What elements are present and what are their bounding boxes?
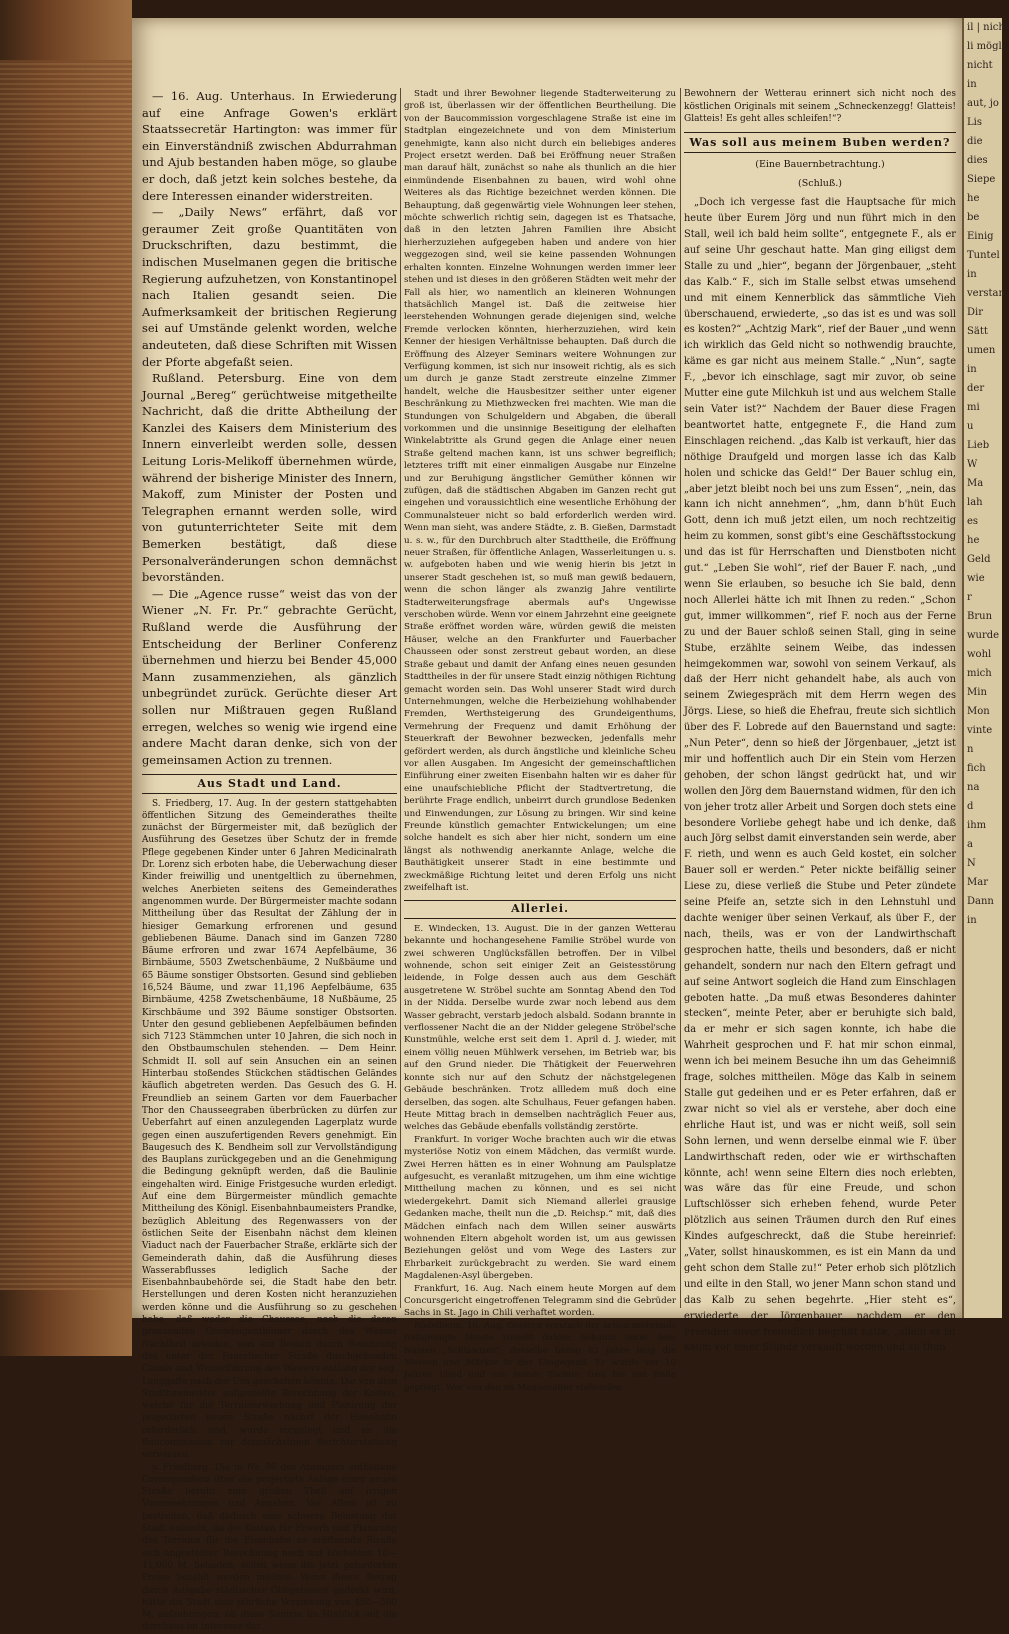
adjacent-page-fragment: il | nicht: [967, 22, 1009, 33]
adjacent-page-fragment: lah: [967, 497, 983, 508]
story-subtitle: (Eine Bauernbetrachtung.): [755, 159, 885, 171]
adjacent-page-fragment: wohl: [967, 649, 992, 660]
story-continuation-note: (Schluß.): [798, 178, 842, 190]
article-paragraph: E. Windecken, 13. August. Die in der ganzen Wetterau bekannte und hochangesehene Familie Ströbel wurde von zwei schweren Unglücksfällen betroffen. Der in Vilbel wohnende, schon seit einiger Zeit an Geistesstörung leidende, in Folge dessen auch aus dem Geschäft ausgetretene W. Ströbel suchte am Sonntag Abend den Tod in der Nidda. Derselbe wurde zwar noch lebend aus dem Wasser gebracht, verstarb jedoch alsbald. Sodann brannte in verflossener Nacht die an der Nidder gelegene Ströbel'sche Kunstmühle, welche erst seit dem 1. April d. J. wieder, mit einem völlig neuen Mühlwerk versehen, im Betrieb war, bis auf den Grund nieder. Die Thätigkeit der Feuerwehren konnte sich nur auf den Schutz der nächstgelegenen Gebäude beschränken. Trotz allledem muß doch eine derselben, das sogen. alte Schulhaus, Feuer gefangen haben. Heute Mittag brach in demselben nachträglich Feuer aus, welches das Gebäude ebenfalls vollständig zerstörte.: [404, 923, 676, 1133]
adjacent-page-fragment: Min: [967, 687, 987, 698]
column-2: [404, 88, 676, 1393]
adjacent-page-fragment: nicht: [967, 60, 993, 71]
adjacent-page-fragment: in: [967, 79, 977, 90]
adjacent-page-fragment: aut, jo: [967, 98, 999, 109]
adjacent-page-fragment: ihm: [967, 820, 987, 831]
adjacent-page-fragment: fich: [967, 763, 986, 774]
adjacent-page-fragment: in: [967, 364, 977, 375]
article-paragraph: Rußland. Petersburg. Eine von dem Journal „Bereg“ gerüchtweise mitgetheilte Nachricht, daß die dritte Abtheilung der Kanzlei des Kaisers dem Ministerium des Innern einverleibt werden solle, dessen Leitung Loris-Melikoff übernehmen würde, während der bisherige Minister des Innern, Makoff, zum Minister der Posten und Telegraphen ernannt werden solle, wird von gutunterrichteter Seite mit dem Bemerken bestätigt, daß diese Personalveränderungen schon demnächst bevorständen.: [142, 371, 397, 585]
story-paragraph: „Doch ich vergesse fast die Hauptsache für mich heute über Eurem Jörg und nun führt mich in den Stall, weil ich bald heim sollte“, entgegnete F., als er auf seine Uhr geschaut hatte. Man ging eiligst dem Stalle zu und „hier“, begann der Jörgenbauer, „steht das Kalb.“ F., sich im Stalle selbst etwas umsehend und mit einem Kennerblick das sämmtliche Vieh überschauend, erwiederte, „so das ist es und was soll es kosten?“ „Achtzig Mark“, rief der Bauer „und wenn ich wirklich das Geld nicht so nothwendig brauchte, käme es gar nicht aus meinem Stalle.“ „Nun“, sagte F., „bevor ich einschlage, sagt mir zuvor, ob seine Mutter eine gute Milchkuh ist und aus welchem Stalle sein Vater ist?“ Nachdem der Bauer diese Fragen beantwortet hatte, entgegnete F., die Hand zum Einschlagen reichend. „das Kalb ist verkauft, hier das nöthige Draufgeld und morgen lasse ich das Kalb holen und schicke das Geld!“ Der Bauer schlug ein, „aber jetzt bleibt noch bei uns zum Essen“, „nein, das kann ich nicht annehmen“, „hm, dann b'hüt Euch Gott, denn ich muß jetzt eilen, um noch rechtzeitig heim zu kommen, sonst gibt's eine Geschäftsstockung und das ist für Herrschaften und Dienstboten nicht gut.“ „Leben Sie wohl“, rief der Bauer F. nach, „und wenn Sie erlauben, so besuche ich Sie bald, denn noch Allerlei hätte ich mit Ihnen zu reden.“ „Schon gut, immer willkommen“, rief F. noch aus der Ferne zu und der Bauer schloß seinen Stall, ging in seine Stube, erzählte seinem Weibe, das indessen heimgekommen war, sowohl von seinem Verkauf, als daß der Herr nicht gehandelt habe, als auch von seinem Zwiegespräch mit dem Herrn wegen des Jörgs. Liese, so hieß die Ehefrau, freute sich sichtlich über des F. Lobrede auf den Bauernstand und sagte: „Nun Peter“, denn so hieß der Jörgenbauer, „jetzt ist mir und hoffentlich auch Dir ein Stein vom Herzen gehoben, der schon längst gedrückt hat, und wir wollen den Jörg dem Bauernstand widmen, für den ich von jeher trotz aller Arbeit und Sorgen doch stets eine besondere Vorliebe gehegt habe und ich denke, daß auch Jörg selbst damit einverstanden sein werde, aber F. rieth, und wenn es auch Geld kostet, ein solcher Bauer soll er werden.“ Peter nickte beifällig seiner Liese zu, diese verließ die Stube und Peter zündete seine Pfeife an, setzte sich in den Lehnstuhl und dachte weniger über seinen Verkauf, als über F., der nach, theils, was er von der Landwirthschaft gesprochen hatte, theils und besonders, daß er nicht gehandelt, sondern nur nach den Eltern gefragt und auf seine Antwort sogleich die Hand zum Einschlagen geboten hatte. „Da muß etwas Besonderes dahinter stecken“, meinte Peter, aber er beruhigte sich bald, da er mehr er sich sagen konnte, ich habe die Wahrheit gesprochen und F. hat mir schon einmal, wenn ich bei meinem Besuche ihn um das Geheimniß frage, solches mittheilen. Möge das Kalb in seinem Stalle gut gedeihen und er es Peter erfahren, daß er zwar nicht so viel als er verstehe, aber doch eine ehrliche Haut ist, und was er nicht weiß, soll sein Sohn lernen, und wenn derselbe einmal wie F. über Landwirthschaft reden, oder wie er wirthschaften könnte, ach! wenn seine Eltern dies noch erlebten, was wäre das für eine Freude, und schon Luftschlösser sich erheben fehend, wurde Peter plötzlich aus seinen Träumen durch den Ruf eines Kindes aufgeschreckt, daß die Stube hereinrief: „Vater, sollst hinauskommen, es ist ein Mann da und geht schon dem Stalle zu!“ Peter erhob sich plötzlich und eilte in den Stall, wo jener Mann schon stand und das Kalb zu sehen begehrte. „Hier steht es“, erwiederte der Jörgenbauer, nachdem er den Fremden zuvor freundlich begrüßt hatte, „allein es ist kaum vor einer Stunde verkauft worden und zu thun: [684, 197, 956, 1354]
adjacent-page-fragment: he: [967, 535, 980, 546]
adjacent-page-fragment: mich: [967, 668, 992, 679]
story-title: Was soll aus meinem Buben werden?: [684, 132, 956, 154]
adjacent-page-fragment: Mon: [967, 706, 990, 717]
adjacent-page-fragment: W: [967, 459, 978, 470]
adjacent-page-fragment: r: [967, 592, 972, 603]
article-paragraph: Frankfurt, 16. Aug. Nach einem heute Morgen auf dem Concursgericht eingetroffenen Telegramm sind die Gebrüder Sachs in St. Jago in Chili verhaftet worden.: [404, 1283, 676, 1319]
adjacent-page-fragment: wurde: [967, 630, 1000, 641]
column-3: [684, 88, 956, 1354]
article-paragraph: — „Daily News“ erfährt, daß vor geraumer Zeit große Quantitäten von Druckschriften, dazu bestimmt, die indischen Muselmanen gegen die britische Regierung aufzuhetzen, von Konstantinopel nach Italien gesandt seien. Die Aufmerksamkeit der britischen Regierung sei auf Umstände gelenkt worden, welche andeuteten, daß diese Schriften mit Wissen der Pforte abgefaßt seien.: [142, 205, 397, 369]
adjacent-page-fragment: Einig: [967, 231, 994, 242]
adjacent-page-fragment: in: [967, 915, 977, 926]
article-paragraph: — Die „Agence russe“ weist das von der Wiener „N. Fr. Pr.“ gebrachte Gerücht, Rußland werde die Ausführung der Entscheidung der Berliner Conferenz übernehmen und hierzu bei Bender 45,000 Mann zusammenziehen, als gänzlich unbegründet zurück. Gerüchte dieser Art sollen nur Mißtrauen gegen Rußland erregen, welches so wenig wie irgend eine andere Macht daran denke, sich von der gemeinsamen Action zu trennen.: [142, 586, 397, 767]
article-paragraph: y. Friedberg. Die in Nr. 96 des Anzeigers enthaltene Correspondenz über die projectirte Anlage einer neuen Straße beruht zum großen Theil auf irrigen Voraussetzungen und Angaben. Vor Allem ist zu bestreiten, daß dadurch eine schwere Belastung der Stadt entsteht, da die Kosten für Erwerb und Planirung des Terrains für die Eisenbahn zu eröffnende Straße sich angestellter Berechnung nach auf höchstens 10—11,000 M. belaufen, selbst wenn die jetzt geforderten Preise bezahlt werden müßten. Wenn dieser Betrag durch Ausgabe städtischer Obligationen gedeckt wird, hätte die Stadt eine jährliche Verzinsung von 450—500 M. aufzubringen; ob diese Summe im Hinblick auf die durchaus im Interesse der: [142, 1462, 397, 1633]
page-edges: [0, 60, 132, 1290]
adjacent-page-fragment: Brun: [967, 611, 993, 622]
adjacent-page-fragment: verstan: [967, 288, 1005, 299]
adjacent-page-fragment: Lieb: [967, 440, 990, 451]
section-heading: Aus Stadt und Land.: [142, 774, 397, 793]
adjacent-page-fragment: Dann: [967, 896, 994, 907]
column-rule: [400, 88, 401, 1308]
adjacent-page-fragment: mi: [967, 402, 980, 413]
article-paragraph: — 16. Aug. Unterhaus. In Erwiederung auf eine Anfrage Gowen's erklärt Staatssecretär Hartington: was immer für ein Einverständniß zwischen Abdurrahman und Ajub bestanden haben möge, so glaube er doch, daß jetzt kein solches bestehe, da dere Interessen einander widerstreiten.: [142, 89, 397, 203]
adjacent-page-fragment: der: [967, 383, 985, 394]
article-paragraph: Stadt und ihrer Bewohner liegende Stadterweiterung zu groß ist, überlassen wir der öffentlichen Beurtheilung. Die von der Baucommission vorgeschlagene Straße ist eine im Stadtplan eingezeichnete und von dem Ministerium genehmigte, kann also nicht durch ein beliebiges anderes Project ersetzt werden. Daß bei Eröffnung neuer Straßen man darauf hält, zunächst so nahe als thunlich an die hier einmündende Eisenbahnen zu bauen, wird wohl ohne Weiteres als das Richtige bezeichnet werden können. Die Behauptung, daß gegenwärtig viele Wohnungen leer stehen, möchte schwerlich richtig sein, dagegen ist es Thatsache, daß in den letzten Jahren Familien ihre Absicht hierherzuziehen aufgegeben haben und andere von hier weggezogen sind, weil sie keine passenden Wohnungen erhalten konnten. Einzelne Wohnungen werden immer leer stehen und ist dieses in den größeren Städten weit mehr der Fall als hier, wo namentlich an kleineren Wohnungen thatsächlich Mangel ist. Daß die zeitweise hier leerstehenden Wohnungen gerade diejenigen sind, welche Fremde verlocken könnten, hierherzuziehen, wird kein Kenner der hiesigen Verhältnisse behaupten. Daß durch die Eröffnung des Alzeyer Seminars weitere Wohnungen zur Verfügung kommen, ist sich nur insoweit richtig, als es sich um durch je ganze Stadt zerstreute einzelne Zimmer handelt, welche die Hausbesitzer seither unter eigener Beschränkung zu Miethzwecken frei machten. Wie man die Stundungen von Schulgeldern und Abgaben, die überall vorkommen und die unsinnige Beseitigung der elelhaften Winkelabtritte als Grund gegen die Anlage einer neuen Straße geltend machen kann, ist uns schwer begreiflich; letzteres trifft mit einer einmaligen Ausgabe nur Einzelne und zur Beruhigung ängstlicher Gemüther können wir zufügen, daß die städtischen Abgaben im Ganzen recht gut eingehen und voraussichtlich eine wesentliche Erhöhung der Communalsteuer nicht so bald erforderlich werden wird. Wenn man sieht, was andere Städte, z. B. Gießen, Darmstadt u. s. w., für den Durchbruch alter Stadttheile, die Eröffnung neuer Straßen, für öffentliche Anlagen, Wasserleitungen u. s. w. aufgeboten haben und wie wenig hierin bis jetzt in unserer Stadt geschehen ist, so muß man gewiß bedauern, wenn die schon länger als zwanzig Jahre ventilirte Stadterweiterungsfrage abermals auf's Ungewisse verschoben würde. Wenn vor einem Jahrzehnt eine geeignete Straße eröffnet worden wäre, würden gewiß die meisten Häuser, welche an den Frankfurter und Fauerbacher Chausseen oder sonst zerstreut gebaut worden, an diese Straße gebaut und damit der Anfang eines neuen gesunden Stadttheiles in der für unsere Stadt einzig nöthigen Richtung gemacht worden sein. Das Wohl unserer Stadt wird durch Unternehmungen, welche die Herbeiziehung wohlhabender Fremden, Werthsteigerung des Grundeigenthums, Vermehrung der Frequenz und damit Erhöhung der Steuerkraft der Bewohner bezwecken, jedenfalls mehr gefördert werden, als durch ängstliche und kleinliche Scheu vor allen Ausgaben. Im Angesicht der gemeinschaftlichen Einführung einer zweiten Eisenbahn halten wir es daher für eine unaufschiebliche Pflicht der Stadtvertretung, die berührte Frage endlich, unbeirrt durch grundlose Bedenken und Einwendungen, zur Lösung zu bringen. Wir sind keine Freunde künstlich gemachter Entwickelungen; um eine solche handelt es sich aber hier nicht, sondern um eine längst als nothwendig anerkannte Anlage, welche die Bauthätigkeit unserer Stadt in eine bestimmte und zweckmäßige Richtung leitet und deren Erfolg uns nicht zweifelhaft ist.: [404, 89, 676, 893]
adjacent-page-fragment: d: [967, 801, 974, 812]
adjacent-page-fragment: u: [967, 421, 974, 432]
adjacent-page-fragment: in: [967, 269, 977, 280]
adjacent-page-fragment: Geld: [967, 554, 991, 565]
adjacent-page-fragment: N: [967, 858, 976, 869]
adjacent-page-fragment: Dir: [967, 307, 983, 318]
adjacent-page-fragment: li mögl: [967, 41, 1002, 52]
adjacent-page-fragment: Ma: [967, 478, 984, 489]
adjacent-page-fragment: dies: [967, 155, 988, 166]
adjacent-page-fragment: Tuntel: [967, 250, 1000, 261]
article-paragraph: Frankfurt. In voriger Woche brachten auch wir die etwas mysteriöse Notiz von einem Mädchen, das vermißt wurde. Zwei Herren hätten es in einer Wohnung am Paulsplatze aufgesucht, es veranlaßt mitzugehen, um ihm eine wichtige Mittheilung machen zu können, und es sei nicht wiedergekehrt. Damit sich Niemand allerlei grausige Gedanken mache, theilt nun die „D. Reichsp.“ mit, daß dies Mädchen einfach nach dem Willen seiner auswärts wohnenden Eltern abgeholt worden ist, um aus gewissen Beziehungen gelöst und vom Wege des Lasters zur Ehrbarkeit zurückgebracht zu werden. Sie ward einem Magdalenen-Asyl übergeben.: [404, 1134, 676, 1282]
adjacent-page-fragment: wie: [967, 573, 985, 584]
column-rule: [680, 88, 681, 1308]
section-heading: Allerlei.: [404, 900, 676, 918]
adjacent-page-fragment: Lis: [967, 117, 982, 128]
adjacent-page-fragment: na: [967, 782, 980, 793]
adjacent-page-fragment: Mar: [967, 877, 988, 888]
adjacent-page-fragment: Sätt: [967, 326, 988, 337]
adjacent-page-fragment: Siepe: [967, 174, 996, 185]
adjacent-page-fragment: n: [967, 744, 974, 755]
book-binding: [0, 0, 132, 1356]
adjacent-page-fragment: he: [967, 193, 980, 204]
article-paragraph: S. Friedberg, 17. Aug. In der gestern stattgehabten öffentlichen Sitzung des Gemeinderathes theilte zunächst der Bürgermeister mit, daß bezüglich der Ausführung des Gesetzes über Schutz der in fremde Pflege gegebenen Kinder unter 6 Jahren Medicinalrath Dr. Lorenz sich erboten habe, die Ueberwachung dieser Kinder freiwillig und unentgeltlich zu übernehmen, welches Anerbieten seitens des Gemeinderathes angenommen wurde. Der Bürgermeister machte sodann Mittheilung über das Resultat der Zählung der in hiesiger Gemarkung erfrorenen und gesund gebliebenen Bäume. Danach sind im Ganzen 7280 Bäume erfroren und zwar 1674 Aepfelbäume, 36 Birnbäume, 5503 Zwetschenbäume, 2 Nußbäume und 65 Bäume sonstiger Obstsorten. Gesund sind geblieben 16,524 Bäume, und zwar 11,196 Aepfelbäume, 635 Birnbäume, 4258 Zwetschenbäume, 18 Nußbäume, 25 Kirschbäume und 392 Bäume sonstiger Obstsorten. Unter den gesund gebliebenen Aepfelbäumen befinden sich 7123 Stämmchen unter 10 Jahren, die sich noch in den Obstbaumschulen stehenden. — Dem Heinr. Schmidt II. soll auf sein Ansuchen ein an seinen Hinterbau stoßendes Stückchen städtischen Geländes käuflich abgetreten werden. Das Gesuch des G. H. Freundlieb an seinem Garten vor dem Fauerbacher Thor den Chausseegraben überbrücken zu dürfen zur Ueberfahrt auf einen anzulegenden Lagerplatz wurde gegen einen auszufertigenden Revers genehmigt. Ein Baugesuch des K. Bendheim soll zur Vervollständigung des Bauplans zurückgegeben und an die Genehmigung die Bedingung geknüpft werden, daß die Baulinie eingehalten wird. Einige Fristgesuche wurden erledigt. Auf eine dem Bürgermeister mündlich gemachte Mittheilung des Königl. Eisenbahnbaumeisters Prandke, bezüglich Ableitung des Regenwassers von der östlichen Seite der Eisenbahn nächst dem kleinen Viaduct nach der Fauerbacher Straße, erklärte sich der Gemeinderath dahin, daß die Ausführung dieses Wasserabflusses lediglich Sache der Eisenbahnbaubehörde sei, die Stadt habe den betr. Herstellungen und deren Kosten nicht heranzuziehen werden könne und die Ausführung so zu geschehen habe, daß weder die Chaussee, noch die daran grenzenden Grundeigenthümer durch das Wasser Nachtheil erleiden, was am Besten durch Benutzung des unter der Fauerbacher Straße durchgehenden Canals und Weiterführung des Wassers entlang der sog. Langgaffe nach der Usa geschehen könnte. Die von dem Stadtbaumeister aufgestellte Berechnung der Kosten, welche für die Terrainerwerbung und Planirung der projectirten neuen Straße nächst der Eisenbahn erforderlich sind, wurde vorgelegt und an die Baucommission zur demnächstigen Berichterstattung verwiesen.: [142, 798, 397, 1461]
adjacent-page-fragment: umen: [967, 345, 996, 356]
adjacent-page-strip: [962, 18, 1009, 1318]
article-paragraph: Bewohnern der Wetterau erinnert sich nicht noch des köstlichen Originals mit seinem „Schneckenzegg! Glatteis! Glatteis! Es geht alles schleifen!“?: [684, 89, 956, 124]
adjacent-page-fragment: be: [967, 212, 980, 223]
newspaper-page: [132, 18, 962, 1633]
adjacent-page-fragment: a: [967, 839, 973, 850]
adjacent-page-fragment: vinte: [967, 725, 993, 736]
column-1: [142, 88, 397, 1633]
article-paragraph: Rödelheim, 16. Aug. Gestern verstarb der schon mehrmals todtgesagte älteste Israelit dahier, bekannt unter dem Namen „Schlawizer“; derselbe bezog 62 Jahre lang die Messen und Märkte in der Umgegend. Er wurde vor 10 Jahren blind und von seiner Tochter treu bis ans Ende gepflegt. Wer von den im Mannesalter stehenden: [404, 1320, 676, 1393]
adjacent-page-fragment: es: [967, 516, 979, 527]
adjacent-page-fragment: die: [967, 136, 983, 147]
